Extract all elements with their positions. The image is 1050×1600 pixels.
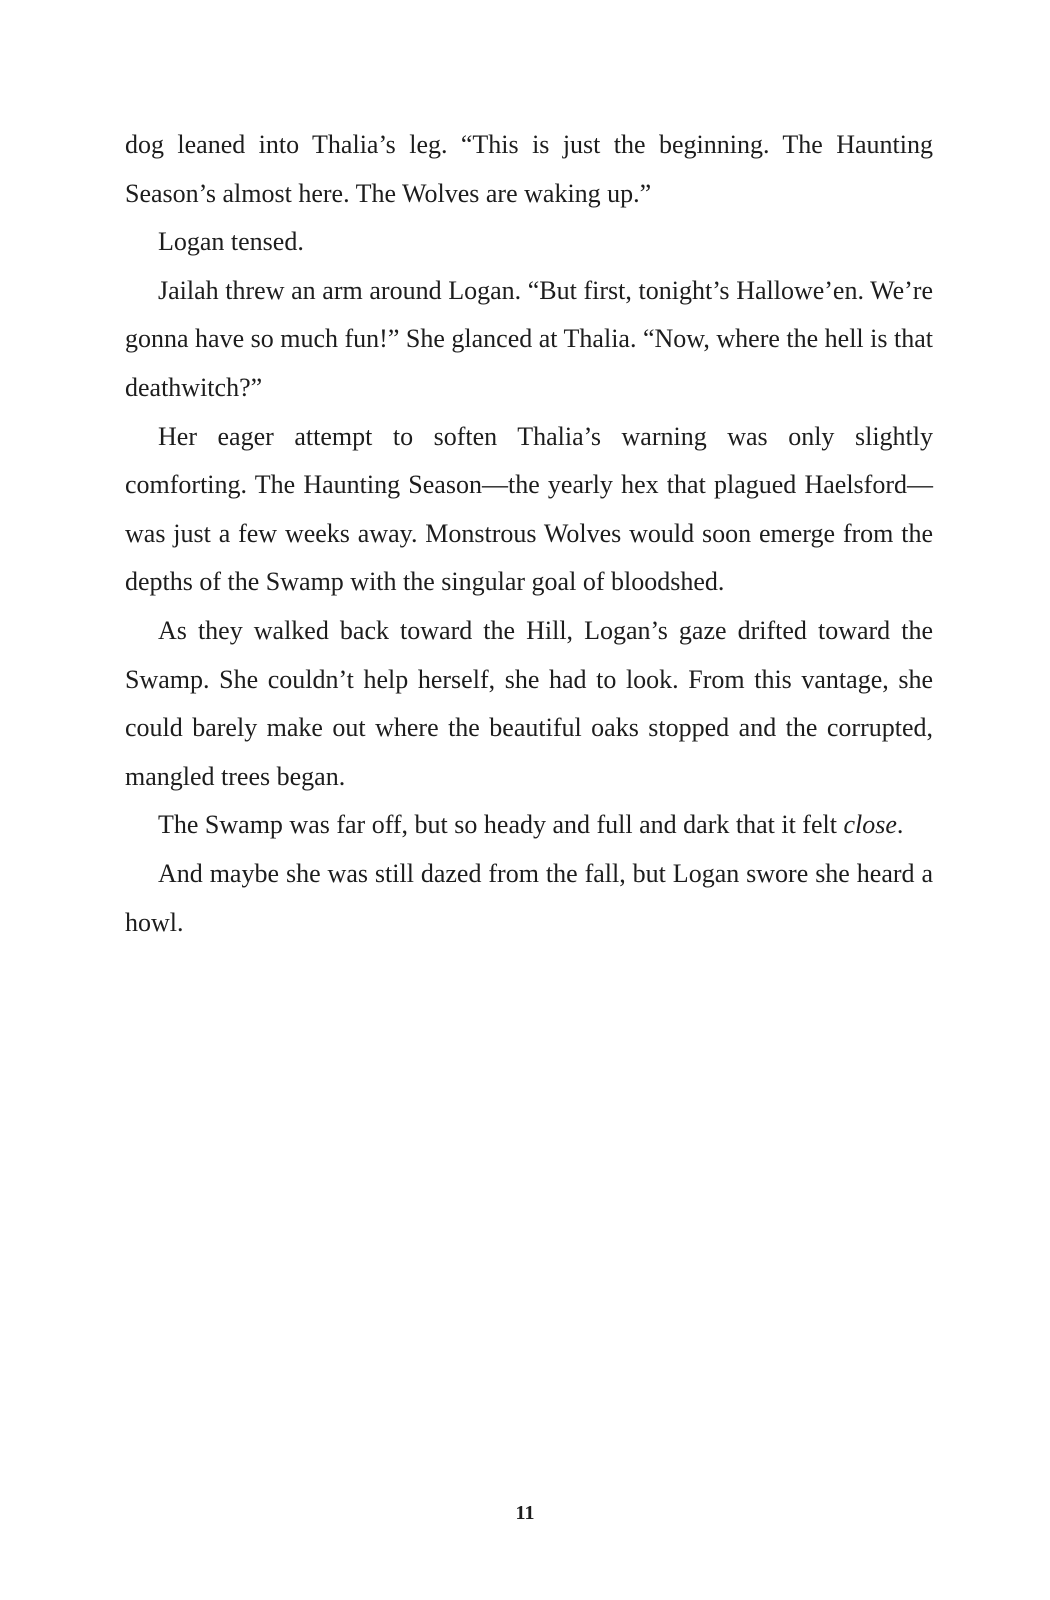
paragraph-5: As they walked back toward the Hill, Logan’s gaze drifted toward the Swamp. She couldn’t help herself, she had to look. From this vantage, she could barely make out where the beautiful oaks stopped and the corrupted, mangled trees began. bbox=[125, 615, 933, 791]
paragraph-4: Her eager attempt to soften Thalia’s warning was only slightly comforting. The Haunting Season—the yearly hex that plagued Haelsford—was just a few weeks away. Monstrous Wolves would soon emerge from the depths of the Swamp with the singular goal of bloodshed. bbox=[125, 421, 933, 597]
page-number: 11 bbox=[515, 1502, 535, 1524]
paragraph-3: Jailah threw an arm around Logan. “But first, tonight’s Hallowe’en. We’re gonna have so much fun!” She glanced at Thalia. “Now, where the hell is that deathwitch?” bbox=[125, 275, 933, 402]
book-page-text bbox=[125, 121, 933, 947]
paragraph-2: Logan tensed. bbox=[158, 227, 304, 257]
paragraph-6-emphasis: close bbox=[843, 810, 897, 840]
paragraph-1: dog leaned into Thalia’s leg. “This is just the beginning. The Haunting Season’s almost here. The Wolves are waking up.” bbox=[125, 130, 933, 208]
paragraph-6-end: . bbox=[896, 810, 904, 840]
paragraph-7: And maybe she was still dazed from the fall, but Logan swore she heard a howl. bbox=[125, 858, 933, 937]
paragraph-6-text: The Swamp was far off, but so heady and full and dark that it felt bbox=[158, 810, 844, 840]
paragraph-6 bbox=[125, 801, 933, 850]
